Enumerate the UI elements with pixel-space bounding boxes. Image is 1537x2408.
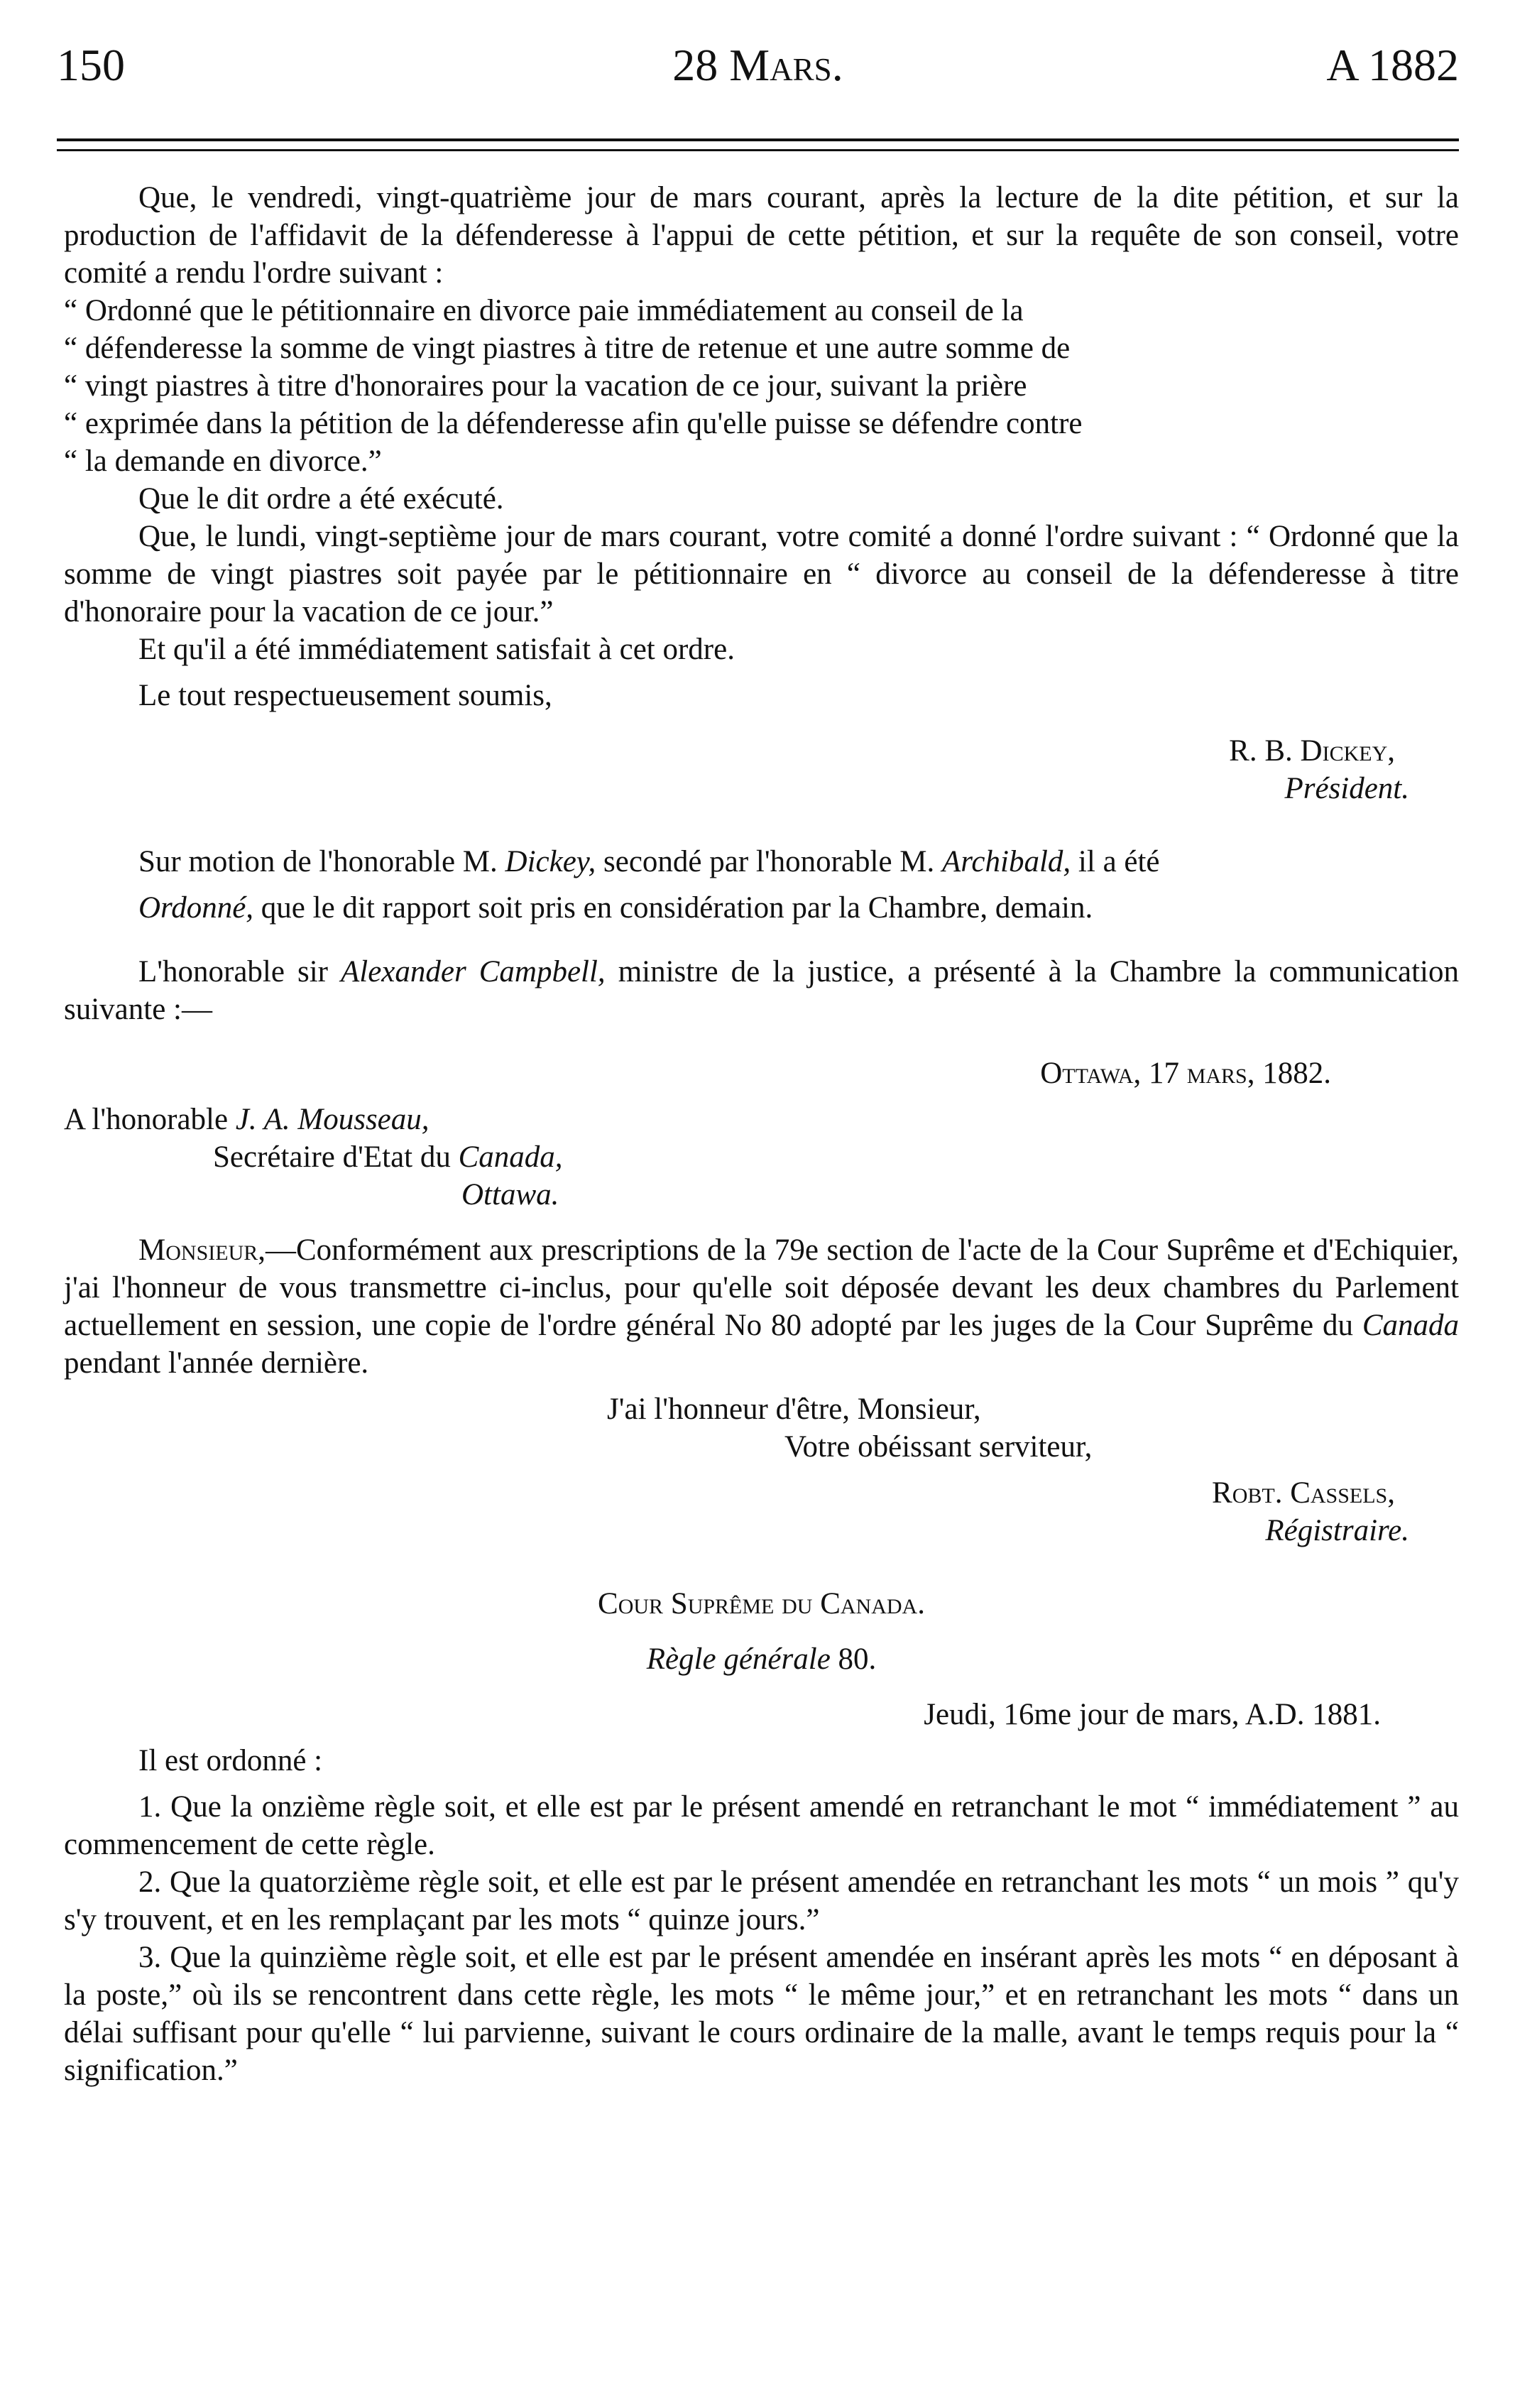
- rule-item: 1. Que la onzième règle soit, et elle est par le présent amendé en retranchant le mot “ immédiatement ” au commencement de cette règle.: [64, 1790, 1459, 1861]
- letter-addressee-city: [64, 1176, 1459, 1214]
- motion-paragraph: [64, 843, 1459, 881]
- report-signer-title: Président.: [1284, 772, 1409, 805]
- quote-line: “ vingt piastres à titre d'honoraires pour la vacation de ce jour, suivant la prière: [64, 369, 1027, 403]
- quote-line: “ défenderesse la somme de vingt piastres à titre de retenue et une autre somme de: [64, 332, 1071, 365]
- motion-mover: Dickey,: [505, 845, 596, 878]
- letter-addressee-title: [64, 1138, 1459, 1176]
- letter-body-text: pendant l'année dernière.: [64, 1346, 369, 1380]
- motion-order: [64, 889, 1459, 927]
- letter-body-country: Canada: [1362, 1309, 1459, 1342]
- report-paragraph-3: Que, le lundi, vingt-septième jour de mars courant, votre comité a donné l'ordre suivant : “ Ordonné que la somme de vingt piastres soit payée par le pétitionnaire en “ divorce au conseil de la défenderesse à titre d'honoraire pour la vacation de ce jour.”: [64, 520, 1459, 628]
- motion-text: secondé par l'honorable M.: [596, 845, 943, 878]
- letter-body: [64, 1231, 1459, 1382]
- report-closing: Le tout respectueusement soumis,: [138, 679, 552, 712]
- rule-date: Jeudi, 16me jour de mars, A.D. 1881.: [924, 1698, 1381, 1731]
- letter-closing-1: J'ai l'honneur d'être, Monsieur,: [607, 1393, 981, 1426]
- addressee-country: Canada,: [458, 1140, 563, 1174]
- communication-paragraph: [64, 953, 1459, 1028]
- addressee-city: Ottawa.: [461, 1178, 559, 1211]
- motion-seconder: Archibald,: [942, 845, 1071, 878]
- motion-text: Sur motion de l'honorable M.: [138, 845, 505, 878]
- report-signer-name: R. B. Dickey,: [1229, 734, 1395, 768]
- addressee-title-text: Secrétaire d'Etat du: [213, 1140, 459, 1174]
- letter-place-date: Ottawa, 17 mars, 1882.: [1040, 1057, 1331, 1090]
- motion-order-text: que le dit rapport soit pris en considération par la Chambre, demain.: [253, 891, 1093, 925]
- letter-body-text: —Conformément aux prescriptions de la 79e section de l'acte de la Cour Suprême et d'Echiquier, j'ai l'honneur de vous transmettre ci-inclus, pour qu'elle soit déposée devant les deux chambres du Parlement actuellement en session, une copie de l'ordre général No 80 adopté par les juges de la Cour Suprême du: [64, 1233, 1459, 1342]
- header-year: A 1882: [1326, 40, 1459, 90]
- rule-item: 2. Que la quatorzième règle soit, et elle est par le présent amendée en retranchant les mots “ un mois ” qu'y s'y trouvent, et en les remplaçant par les mots “ quinze jours.”: [64, 1865, 1459, 1936]
- quote-line: “ la demande en divorce.”: [64, 445, 382, 478]
- quote-line: “ Ordonné que le pétitionnaire en divorce paie immédiatement au conseil de la: [64, 294, 1024, 327]
- letter-closing-2: Votre obéissant serviteur,: [784, 1430, 1093, 1464]
- header-rule-top: [57, 138, 1459, 141]
- rule-title-text: Règle générale: [646, 1642, 831, 1676]
- letter-signer-name: Robt. Cassels,: [1212, 1476, 1395, 1510]
- letter-salutation: Monsieur,: [138, 1233, 266, 1267]
- communication-text: ministre de la justice, a présenté à la Chambre la communication suivante :—: [64, 955, 1459, 1026]
- rule-item: 3. Que la quinzième règle soit, et elle est par le présent amendée en insérant après les mots “ en déposant à la poste,” où ils se rencontrent dans cette règle, les mots “ le même jour,” et en retranchant les mots “ dans un délai suffisant pour qu'elle “ lui parvienne, suivant le cours ordinaire de la malle, avant le temps requis pour la “ signification.”: [64, 1941, 1459, 2087]
- report-paragraph-2: Que le dit ordre a été exécuté.: [138, 482, 504, 516]
- header-date: 28 Mars.: [672, 40, 843, 90]
- letter-signer-title: Régistraire.: [1265, 1514, 1409, 1547]
- header-rule-bottom: [57, 149, 1459, 151]
- page-header: [57, 39, 1459, 103]
- communication-minister: Alexander Campbell,: [340, 955, 606, 988]
- motion-text: il a été: [1071, 845, 1160, 878]
- court-heading: Cour Suprême du Canada.: [598, 1587, 925, 1620]
- rule-items: [64, 1788, 1459, 2089]
- communication-text: L'honorable sir: [138, 955, 341, 988]
- report-paragraph-4: Et qu'il a été immédiatement satisfait à cet ordre.: [138, 633, 735, 666]
- addressee-name: J. A. Mousseau,: [235, 1103, 430, 1136]
- letter-addressee: [64, 1101, 1459, 1138]
- rule-intro: Il est ordonné :: [138, 1744, 323, 1777]
- rule-title: [64, 1640, 1459, 1678]
- document-body: [64, 179, 1459, 2089]
- quote-line: “ exprimée dans la pétition de la défenderesse afin qu'elle puisse se défendre contre: [64, 407, 1083, 440]
- report-quote: [64, 292, 1459, 480]
- addressee-prefix: A l'honorable: [64, 1103, 236, 1136]
- page-number: 150: [57, 40, 125, 90]
- rule-title-number: 80.: [830, 1642, 877, 1676]
- report-paragraph-1: Que, le vendredi, vingt-quatrième jour de mars courant, après la lecture de la dite pétition, et sur la production de l'affidavit de la défenderesse à l'appui de cette pétition, et sur la requête de son conseil, votre comité a rendu l'ordre suivant :: [64, 181, 1459, 290]
- motion-ordonne: Ordonné,: [138, 891, 254, 925]
